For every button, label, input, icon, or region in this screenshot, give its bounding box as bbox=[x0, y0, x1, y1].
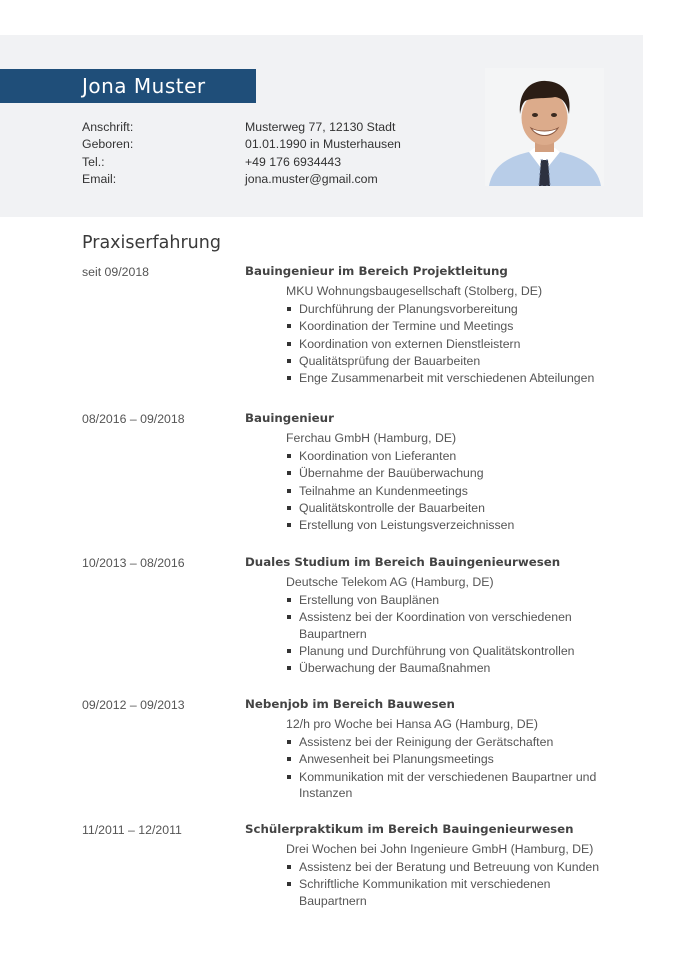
bullet-item: Koordination von Lieferanten bbox=[286, 448, 606, 465]
bullet-item: Übernahme der Bauüberwachung bbox=[286, 465, 606, 482]
contact-block bbox=[82, 119, 482, 188]
entry-title: Duales Studium im Bereich Bauingenieurwesen bbox=[245, 555, 561, 569]
entry-bullets bbox=[286, 592, 606, 677]
entry-period: 09/2012 – 09/2013 bbox=[82, 698, 185, 712]
entry-company: Deutsche Telekom AG (Hamburg, DE) bbox=[286, 575, 494, 589]
entry-company: Drei Wochen bei John Ingenieure GmbH (Hamburg, DE) bbox=[286, 842, 594, 856]
contact-row-email bbox=[82, 171, 482, 188]
entry-period: seit 09/2018 bbox=[82, 265, 150, 279]
contact-value: jona.muster@gmail.com bbox=[245, 171, 378, 186]
contact-value: 01.01.1990 in Musterhausen bbox=[245, 137, 401, 152]
bullet-item: Planung und Durchführung von Qualitätskontrollen bbox=[286, 643, 606, 660]
entry-title: Schülerpraktikum im Bereich Bauingenieurwesen bbox=[245, 822, 574, 836]
bullet-item: Qualitätsprüfung der Bauarbeiten bbox=[286, 353, 606, 370]
contact-label: Geboren: bbox=[82, 137, 134, 152]
bullet-item: Koordination der Termine und Meetings bbox=[286, 318, 606, 335]
section-title-experience: Praxiserfahrung bbox=[82, 233, 221, 253]
entry-bullets bbox=[286, 301, 606, 387]
entry-title: Bauingenieur bbox=[245, 411, 334, 425]
bullet-item: Koordination von externen Dienstleistern bbox=[286, 336, 606, 353]
bullet-item: Teilnahme an Kundenmeetings bbox=[286, 483, 606, 500]
person-portrait-icon bbox=[485, 68, 604, 186]
bullet-item: Assistenz bei der Beratung und Betreuung von Kunden bbox=[286, 859, 606, 876]
bullet-item: Schriftliche Kommunikation mit verschiedenen Baupartnern bbox=[286, 876, 606, 909]
contact-value: +49 176 6934443 bbox=[245, 154, 342, 169]
bullet-item: Erstellung von Bauplänen bbox=[286, 592, 606, 609]
contact-row-address bbox=[82, 119, 482, 136]
contact-row-birth bbox=[82, 136, 482, 153]
entry-title: Bauingenieur im Bereich Projektleitung bbox=[245, 264, 508, 278]
bullet-item: Kommunikation mit der verschiedenen Baupartner und Instanzen bbox=[286, 769, 606, 802]
profile-photo bbox=[485, 68, 604, 186]
bullet-item: Qualitätskontrolle der Bauarbeiten bbox=[286, 500, 606, 517]
entry-company: MKU Wohnungsbaugesellschaft (Stolberg, DE) bbox=[286, 284, 543, 298]
name-banner bbox=[0, 69, 256, 103]
bullet-item: Enge Zusammenarbeit mit verschiedenen Abteilungen bbox=[286, 370, 606, 387]
contact-label: Email: bbox=[82, 171, 117, 186]
entry-title: Nebenjob im Bereich Bauwesen bbox=[245, 697, 455, 711]
entry-bullets bbox=[286, 734, 606, 802]
entry-bullets bbox=[286, 859, 606, 910]
entry-bullets bbox=[286, 448, 606, 534]
bullet-item: Überwachung der Baumaßnahmen bbox=[286, 660, 606, 677]
bullet-item: Durchführung der Planungsvorbereitung bbox=[286, 301, 606, 318]
contact-label: Anschrift: bbox=[82, 120, 134, 134]
contact-label: Tel.: bbox=[82, 154, 105, 169]
entry-period: 10/2013 – 08/2016 bbox=[82, 556, 185, 570]
bullet-item: Assistenz bei der Koordination von verschiedenen Baupartnern bbox=[286, 609, 606, 642]
entry-period: 08/2016 – 09/2018 bbox=[82, 412, 185, 426]
contact-value: Musterweg 77, 12130 Stadt bbox=[245, 120, 396, 134]
entry-company: Ferchau GmbH (Hamburg, DE) bbox=[286, 431, 457, 445]
bullet-item: Anwesenheit bei Planungsmeetings bbox=[286, 751, 606, 768]
header-panel bbox=[0, 35, 643, 217]
contact-row-phone bbox=[82, 154, 482, 171]
entry-period: 11/2011 – 12/2011 bbox=[82, 823, 182, 837]
bullet-item: Assistenz bei der Reinigung der Gerätschaften bbox=[286, 734, 606, 751]
bullet-item: Erstellung von Leistungsverzeichnissen bbox=[286, 517, 606, 534]
entry-company: 12/h pro Woche bei Hansa AG (Hamburg, DE) bbox=[286, 717, 538, 731]
candidate-name: Jona Muster bbox=[82, 74, 206, 98]
